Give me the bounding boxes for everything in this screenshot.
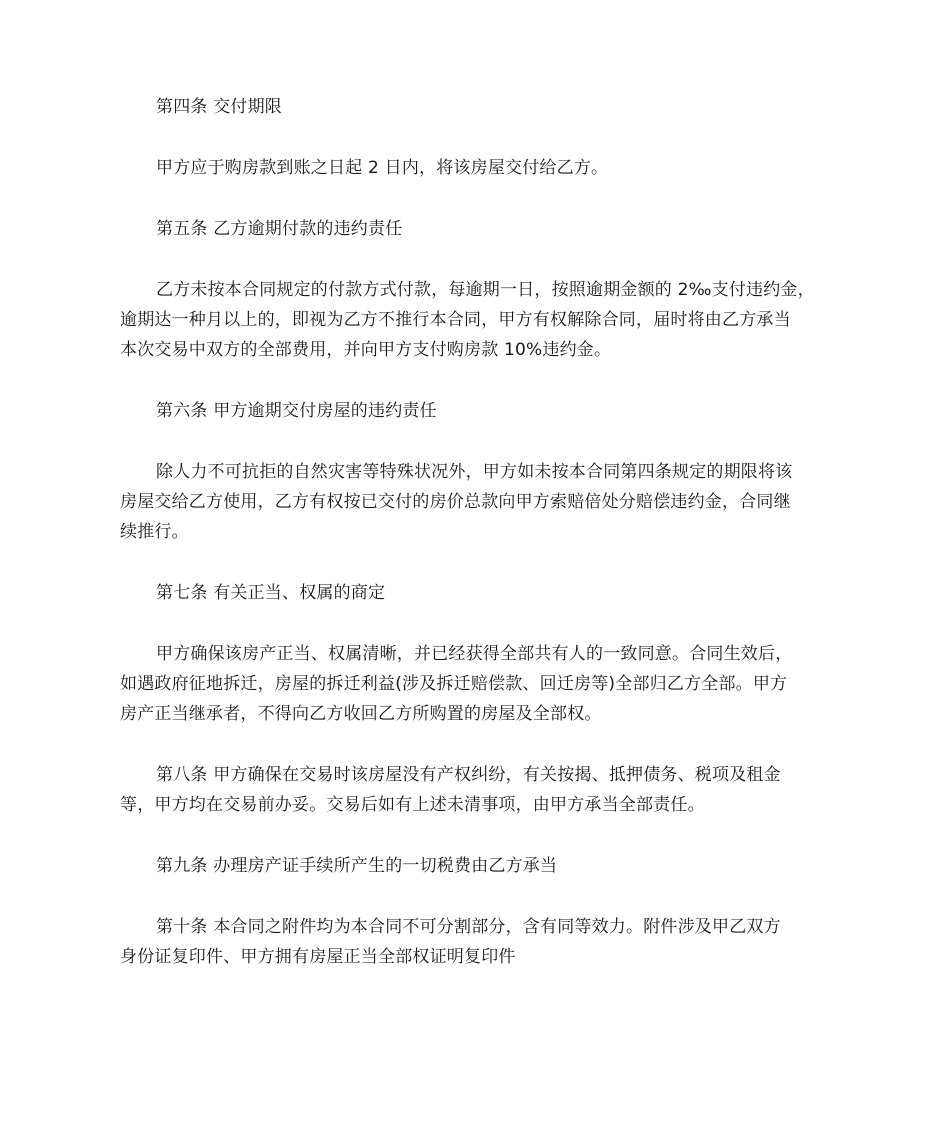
text-line: 第八条 甲方确保在交易时该房屋没有产权纠纷，有关按揭、抵押债务、税项及租金 [156,765,781,785]
article-9 [120,851,840,881]
text-line: 等，甲方均在交易前办妥。交易后如有上述未清事项，由甲方承当全部责任。 [120,795,705,815]
text-line: 第四条 交付期限 [156,97,283,117]
text-line: 如遇政府征地拆迁，房屋的拆迁利益(涉及拆迁赔偿款、回迁房等)全部归乙方全部。甲方 [120,674,788,694]
text-line: 第五条 乙方逾期付款的违约责任 [156,219,403,239]
text-line: 身份证复印件、甲方拥有房屋正当全部权证明复印件 [120,947,516,967]
article-8 [120,760,840,820]
article-5-title [120,214,840,244]
text-line: 第十条 本合同之附件均为本合同不可分割部分，含有同等效力。附件涉及甲乙双方 [156,917,781,937]
article-6-body [120,457,840,547]
article-4-body [120,153,840,183]
article-7-body [120,639,840,729]
text-line: 第六条 甲方逾期交付房屋的违约责任 [156,401,437,421]
text-line: 除人力不可抗拒的自然灾害等特殊状况外，甲方如未按本合同第四条规定的期限将该 [156,462,793,482]
text-line: 房产正当继承者，不得向乙方收回乙方所购置的房屋及全部权。 [120,704,602,724]
text-line: 第九条 办理房产证手续所产生的一切税费由乙方承当 [156,856,558,876]
article-10 [120,912,840,972]
text-line: 第七条 有关正当、权属的商定 [156,583,386,603]
article-5-body [120,275,840,365]
article-7-title [120,578,840,608]
text-line: 逾期达一种月以上的，即视为乙方不推行本合同，甲方有权解除合同，届时将由乙方承当 [120,310,791,330]
text-line: 房屋交给乙方使用，乙方有权按已交付的房价总款向甲方索赔倍处分赔偿违约金，合同继 [120,492,791,512]
text-line: 乙方未按本合同规定的付款方式付款，每逾期一日，按照逾期金额的 2‰支付违约金， [156,280,815,300]
article-6-title [120,396,840,426]
text-line: 续推行。 [120,522,189,542]
document-page [120,92,840,1003]
text-line: 甲方应于购房款到账之日起 2 日内，将该房屋交付给乙方。 [156,158,609,178]
text-line: 甲方确保该房产正当、权属清晰，并已经获得全部共有人的一致同意。合同生效后， [156,644,793,664]
article-4-title [120,92,840,122]
text-line: 本次交易中双方的全部费用，并向甲方支付购房款 10%违约金。 [120,340,612,360]
